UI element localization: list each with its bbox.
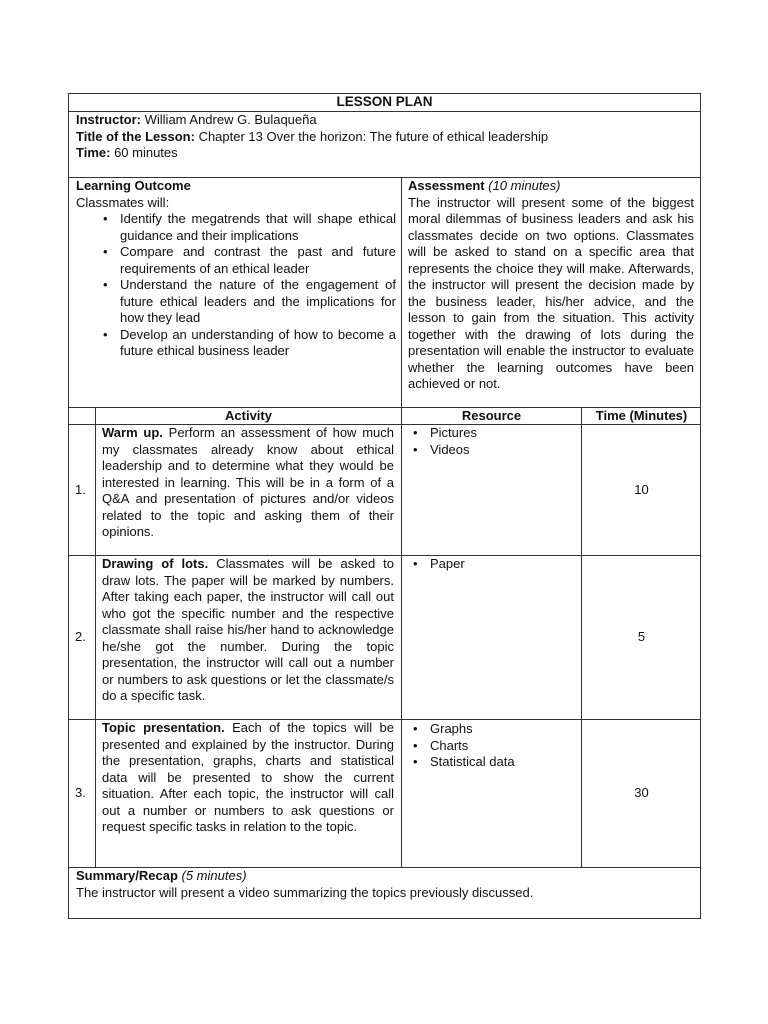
- list-item: • Charts: [408, 738, 578, 755]
- assessment-section: [408, 178, 694, 393]
- activity-description: [102, 556, 394, 705]
- resource-list: [408, 425, 578, 458]
- summary-duration: (5 minutes): [181, 868, 247, 883]
- list-item: • Pictures: [408, 425, 578, 442]
- learning-outcome-list: [76, 211, 396, 360]
- list-item: • Statistical data: [408, 754, 578, 771]
- page-title: [68, 94, 701, 111]
- lesson-title-label: Title of the Lesson:: [76, 128, 195, 144]
- learning-outcome-intro: Classmates will:: [76, 194, 170, 210]
- time-header-text: Time (Minutes): [595, 408, 688, 423]
- summary-heading: Summary/Recap: [76, 868, 178, 883]
- resource-header-text: Resource: [461, 408, 522, 423]
- learning-outcome-heading: Learning Outcome: [76, 178, 191, 193]
- time-line: [76, 145, 696, 162]
- time-value-cell: 10: [634, 482, 649, 497]
- learning-outcome-section: [76, 178, 396, 360]
- activity-header-text: Activity: [225, 408, 272, 423]
- list-item: • Graphs: [408, 721, 578, 738]
- activity-description: [102, 425, 394, 541]
- time-header: [582, 408, 701, 425]
- activity-title: Warm up.: [102, 425, 163, 440]
- time-value-cell: 30: [634, 785, 649, 800]
- summary-section: [76, 868, 696, 901]
- row-number: 1.: [75, 482, 86, 497]
- list-item: • Understand the nature of the engagement of future ethical leaders and the implications for how they lead: [76, 277, 396, 327]
- resource-list: [408, 721, 578, 771]
- row-number: 2.: [75, 629, 86, 644]
- divider: [95, 407, 96, 867]
- instructor-label: Instructor:: [76, 112, 141, 127]
- activity-text: Classmates will be asked to draw lots. The paper will be marked by numbers. After taking each paper, the instructor will call out who got the specific number and the respective classmate shall raise his/her hand to acknowledge he/she got the number. During the topic presentation, the instructor will call out a number or numbers to ask questions or let the classmate/s do a specific task.: [102, 556, 394, 703]
- activity-title: Topic presentation.: [102, 720, 225, 735]
- lesson-title-line: [76, 129, 696, 146]
- lesson-info: [76, 112, 696, 162]
- summary-text: The instructor will present a video summarizing the topics previously discussed.: [76, 884, 534, 900]
- assessment-duration: (10 minutes): [488, 178, 561, 193]
- divider: [401, 177, 402, 867]
- list-item: • Videos: [408, 442, 578, 459]
- list-item: • Develop an understanding of how to become a future ethical business leader: [76, 327, 396, 360]
- activity-description: [102, 720, 394, 836]
- list-item: • Compare and contrast the past and future requirements of an ethical leader: [76, 244, 396, 277]
- list-item: • Paper: [408, 556, 578, 573]
- activity-text: Perform an assessment of how much my classmates already know about ethical leadership and to determine what they would be interested in learning. This will be in a form of a Q&A and presentation of pictures and/or videos related to the topic and asking them of their opinions.: [102, 425, 394, 539]
- resource-header: [402, 408, 581, 425]
- assessment-heading: Assessment: [408, 178, 485, 193]
- assessment-text: The instructor will present some of the biggest moral dilemmas of business leaders and ask his classmates decide on two options. Classmates will be asked to stand on a specific area that represents the choice they will make. Afterwards, the instructor will present the decision made by the business leader, his/her advice, and the lesson to gain from the situation. This activity together with the drawing of lots during the presentation will enable the instructor to evaluate whether the learning outcomes have been achieved or not.: [408, 194, 694, 391]
- time-value-cell: 5: [637, 629, 646, 644]
- row-number: 3.: [75, 785, 86, 800]
- activity-text: Each of the topics will be presented and explained by the instructor. During the presentation, graphs, charts and statistical data will be presented to show the current situation. After each topic, the instructor will call out a number or numbers to ask questions or request specific tasks in relation to the topic.: [102, 720, 394, 834]
- instructor-line: [76, 112, 696, 129]
- instructor-name: William Andrew G. Bulaqueña: [144, 112, 317, 127]
- page-title-text: LESSON PLAN: [336, 94, 433, 109]
- activity-title: Drawing of lots.: [102, 556, 209, 571]
- list-item: • Identify the megatrends that will shape ethical guidance and their implications: [76, 211, 396, 244]
- time-value: 60 minutes: [114, 145, 178, 160]
- lesson-title-value: Chapter 13 Over the horizon: The future of ethical leadership: [198, 128, 549, 144]
- activity-header: [96, 408, 401, 425]
- resource-list: [408, 556, 578, 573]
- time-label: Time:: [76, 145, 111, 160]
